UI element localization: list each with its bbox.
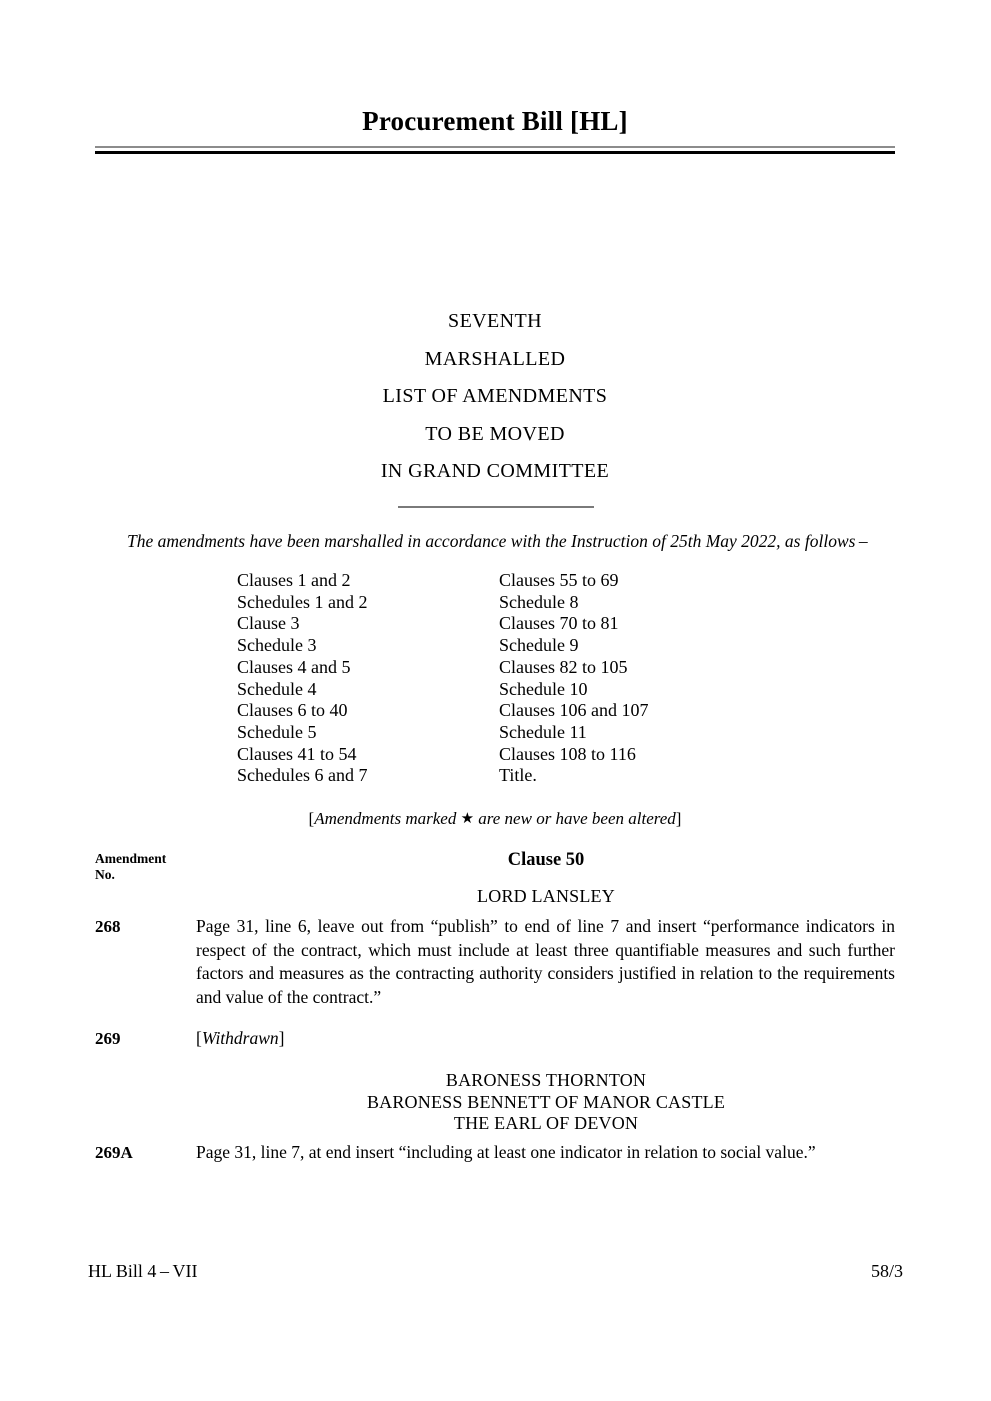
heading-line-4: TO BE MOVED	[425, 422, 565, 445]
amendment-number: 269	[95, 1029, 121, 1048]
heading-line-5: IN GRAND COMMITTEE	[380, 460, 610, 482]
heading-line-1: SEVENTH	[448, 310, 542, 332]
amendment-no-header-line1: Amendment	[95, 851, 167, 866]
clause-list	[237, 570, 797, 787]
amendment-number: 269A	[95, 1143, 133, 1162]
clause-list-item: Title.	[499, 765, 537, 786]
sponsor-name: THE EARL OF DEVON	[453, 1113, 639, 1133]
title-rule-thin	[95, 146, 895, 148]
clause-list-item: Schedules 1 and 2	[237, 591, 368, 612]
amendment-text: Page 31, line 6, leave out from “publish” to end of line 7 and insert “performance indicators in respect of the contract, which must include at least three quantifiable measures and such further factors and measures as the contracting authority considers justified in relation to the requirements and value of the contract.”	[196, 916, 895, 1007]
clause-list-item: Schedule 3	[237, 635, 317, 656]
amendment-status	[196, 1027, 895, 1051]
heading-line-2: MARSHALLED	[424, 347, 566, 370]
page-title: Procurement Bill [HL]	[362, 106, 628, 136]
note-open-bracket: [	[308, 809, 315, 828]
clause-list-item: Schedules 6 and 7	[237, 765, 368, 786]
starred-amendments-note	[95, 809, 895, 829]
sponsor-name: BARONESS BENNETT OF MANOR CASTLE	[366, 1091, 726, 1112]
sponsor-group-second	[196, 1070, 896, 1135]
amendment-no-header-line2: No.	[95, 867, 115, 882]
clause-list-item: Clauses 55 to 69	[499, 570, 619, 590]
section-divider-rule	[398, 506, 594, 508]
clause-list-item: Clauses 1 and 2	[237, 570, 351, 590]
clause-heading: Clause 50	[507, 850, 585, 870]
marshalling-instruction: The amendments have been marshalled in accordance with the Instruction of 25th May 2022, as follows –	[127, 531, 868, 551]
document-heading-block	[95, 303, 895, 491]
clause-list-item: Schedule 11	[499, 721, 587, 742]
status-close-bracket: ]	[278, 1028, 285, 1048]
clause-list-item: Clauses 70 to 81	[499, 613, 619, 634]
clause-list-item: Schedule 10	[499, 678, 588, 699]
clause-list-right-column	[499, 570, 761, 787]
clause-list-item: Clauses 41 to 54	[237, 743, 357, 764]
clause-list-item: Clauses 6 to 40	[237, 700, 348, 721]
note-text-before-star: Amendments marked	[314, 809, 461, 828]
clause-list-item: Schedule 9	[499, 635, 579, 656]
heading-line-3: LIST OF AMENDMENTS	[382, 385, 608, 407]
clause-list-item: Schedule 5	[237, 721, 317, 742]
star-icon: ★	[460, 811, 475, 827]
footer-page-number: 58/3	[870, 1261, 903, 1281]
amendment-number: 268	[95, 917, 121, 936]
clause-list-item: Clauses 108 to 116	[499, 743, 636, 764]
sponsor-name: BARONESS THORNTON	[445, 1070, 647, 1090]
footer-bill-reference: HL Bill 4 – VII	[88, 1261, 198, 1281]
note-text-after-star: are new or have been altered	[474, 809, 676, 828]
amendment-entry	[95, 1027, 895, 1051]
sponsor-name: LORD LANSLEY	[477, 886, 615, 906]
clause-list-item: Clauses 82 to 105	[499, 656, 628, 677]
clause-list-left-column	[237, 570, 499, 787]
clause-list-item: Clause 3	[237, 613, 300, 634]
amendment-entry	[95, 1141, 895, 1165]
clause-list-item: Schedule 4	[237, 678, 317, 699]
amendment-text: Page 31, line 7, at end insert “including at least one indicator in relation to social value.”	[196, 1142, 816, 1162]
sponsor-group-first	[196, 886, 896, 908]
title-rule-thick	[95, 151, 895, 154]
note-close-bracket: ]	[675, 809, 682, 828]
clause-list-item: Clauses 106 and 107	[499, 700, 649, 721]
clause-list-item: Clauses 4 and 5	[237, 656, 351, 677]
amendment-entry	[95, 915, 895, 1009]
clause-list-item: Schedule 8	[499, 591, 579, 612]
status-open-bracket: [	[196, 1028, 202, 1048]
status-label: Withdrawn	[201, 1028, 279, 1048]
